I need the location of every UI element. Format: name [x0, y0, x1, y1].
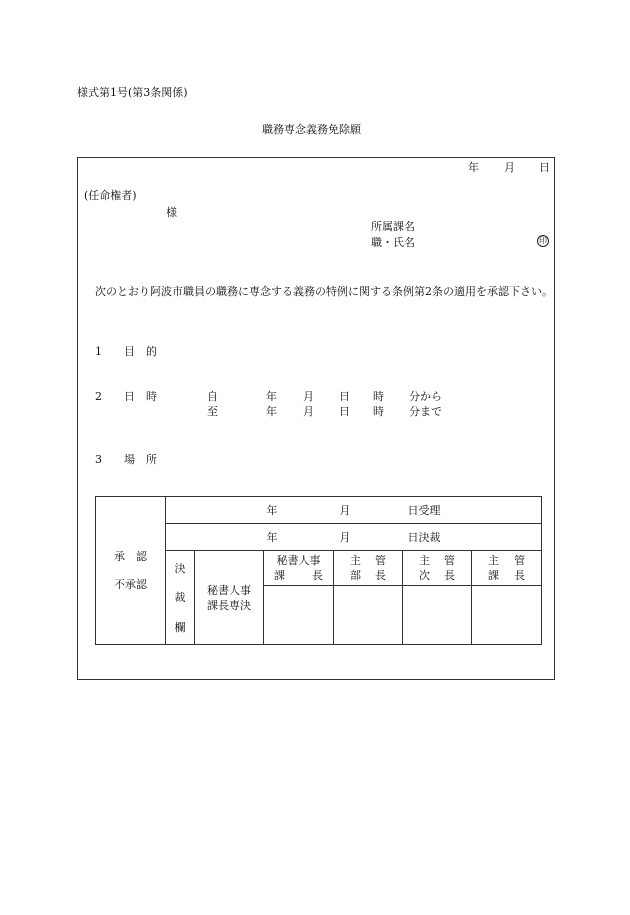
- datetime-from-year: 年: [266, 390, 277, 403]
- delegated-line-1: 秘書人事: [207, 583, 251, 597]
- disapprove-label: 不承認: [114, 577, 147, 591]
- role-2-line-1a: 主: [350, 553, 361, 567]
- role-4-line-2a: 課: [488, 568, 499, 582]
- decision-char-2: 裁: [174, 591, 186, 605]
- role-2-line-1b: 管: [375, 553, 386, 567]
- received-day: 日受理: [407, 503, 441, 517]
- datetime-to-suffix: 分まで: [409, 405, 442, 418]
- role-4-line-2b: 長: [514, 568, 526, 582]
- appointing-authority-label: (任命権者): [84, 189, 137, 202]
- decision-char-3: 欄: [174, 620, 186, 634]
- datetime-from-month: 月: [303, 390, 314, 403]
- role-4-line-1b: 管: [514, 553, 526, 567]
- role-2-line-2b: 長: [375, 568, 386, 582]
- role-4-line-1a: 主: [488, 553, 499, 567]
- datetime-to-prefix: 至: [207, 405, 218, 418]
- role-3-line-1b: 管: [444, 553, 455, 567]
- role-deputy-director: [403, 551, 472, 585]
- department-label: 所属課名: [371, 220, 415, 233]
- role-1-line-1: 秘書人事: [276, 553, 321, 567]
- role-director: [334, 551, 403, 585]
- role-secretary-personnel-chief: [264, 551, 334, 585]
- datetime-from-day: 日: [339, 390, 350, 403]
- form-title: 職務専念義務免除願: [262, 123, 361, 136]
- datetime-from-prefix: 自: [207, 390, 218, 403]
- addressee-honorific: 様: [166, 206, 177, 219]
- delegated-cell: [195, 551, 264, 645]
- name-label: 職・氏名: [371, 236, 415, 249]
- role-1-line-2a: 課: [274, 568, 285, 582]
- role-2-line-2a: 部: [350, 568, 361, 582]
- item-number-datetime: 2: [95, 390, 102, 403]
- decided-date-cell: [166, 524, 542, 551]
- role-3-line-2a: 次: [419, 568, 430, 582]
- date-year: 年: [468, 161, 479, 174]
- stamp-box-4[interactable]: [472, 585, 542, 644]
- approval-table: [95, 496, 542, 645]
- datetime-from-hour: 時: [373, 390, 384, 403]
- request-text: 次のとおり阿波市職員の職務に専念する義務の特例に関する条例第2条の適用を承認下さい。: [95, 285, 553, 298]
- stamp-box-2[interactable]: [334, 585, 403, 644]
- approve-label: 承 認: [114, 549, 147, 563]
- stamp-box-1[interactable]: [264, 585, 334, 644]
- date-day: 日: [539, 161, 550, 174]
- datetime-from-suffix: 分から: [409, 390, 442, 403]
- role-1-line-2b: 長: [312, 568, 323, 582]
- approval-status-cell: [96, 497, 166, 645]
- item-label-purpose: 目 的: [124, 345, 157, 358]
- item-label-datetime: 日 時: [124, 390, 157, 403]
- datetime-to-year: 年: [266, 405, 277, 418]
- decided-year: 年: [266, 530, 278, 544]
- received-month: 月: [339, 503, 351, 517]
- item-label-place: 場 所: [124, 453, 157, 466]
- decided-day: 日決裁: [407, 530, 441, 544]
- datetime-to-month: 月: [303, 405, 314, 418]
- item-number-purpose: 1: [95, 345, 102, 358]
- role-section-chief: [472, 551, 542, 585]
- delegated-line-2: 課長専決: [207, 598, 251, 612]
- received-date-cell: [166, 497, 542, 524]
- decision-column-cell: [166, 551, 195, 645]
- item-number-place: 3: [95, 453, 102, 466]
- date-month: 月: [504, 161, 515, 174]
- decided-month: 月: [339, 530, 351, 544]
- received-year: 年: [266, 503, 278, 517]
- datetime-to-hour: 時: [373, 405, 384, 418]
- role-3-line-2b: 長: [444, 568, 455, 582]
- role-3-line-1a: 主: [419, 553, 430, 567]
- seal-icon: 印: [539, 236, 547, 245]
- decision-char-1: 決: [174, 561, 186, 575]
- datetime-to-day: 日: [339, 405, 350, 418]
- form-number: 様式第1号(第3条関係): [77, 86, 188, 99]
- stamp-box-3[interactable]: [403, 585, 472, 644]
